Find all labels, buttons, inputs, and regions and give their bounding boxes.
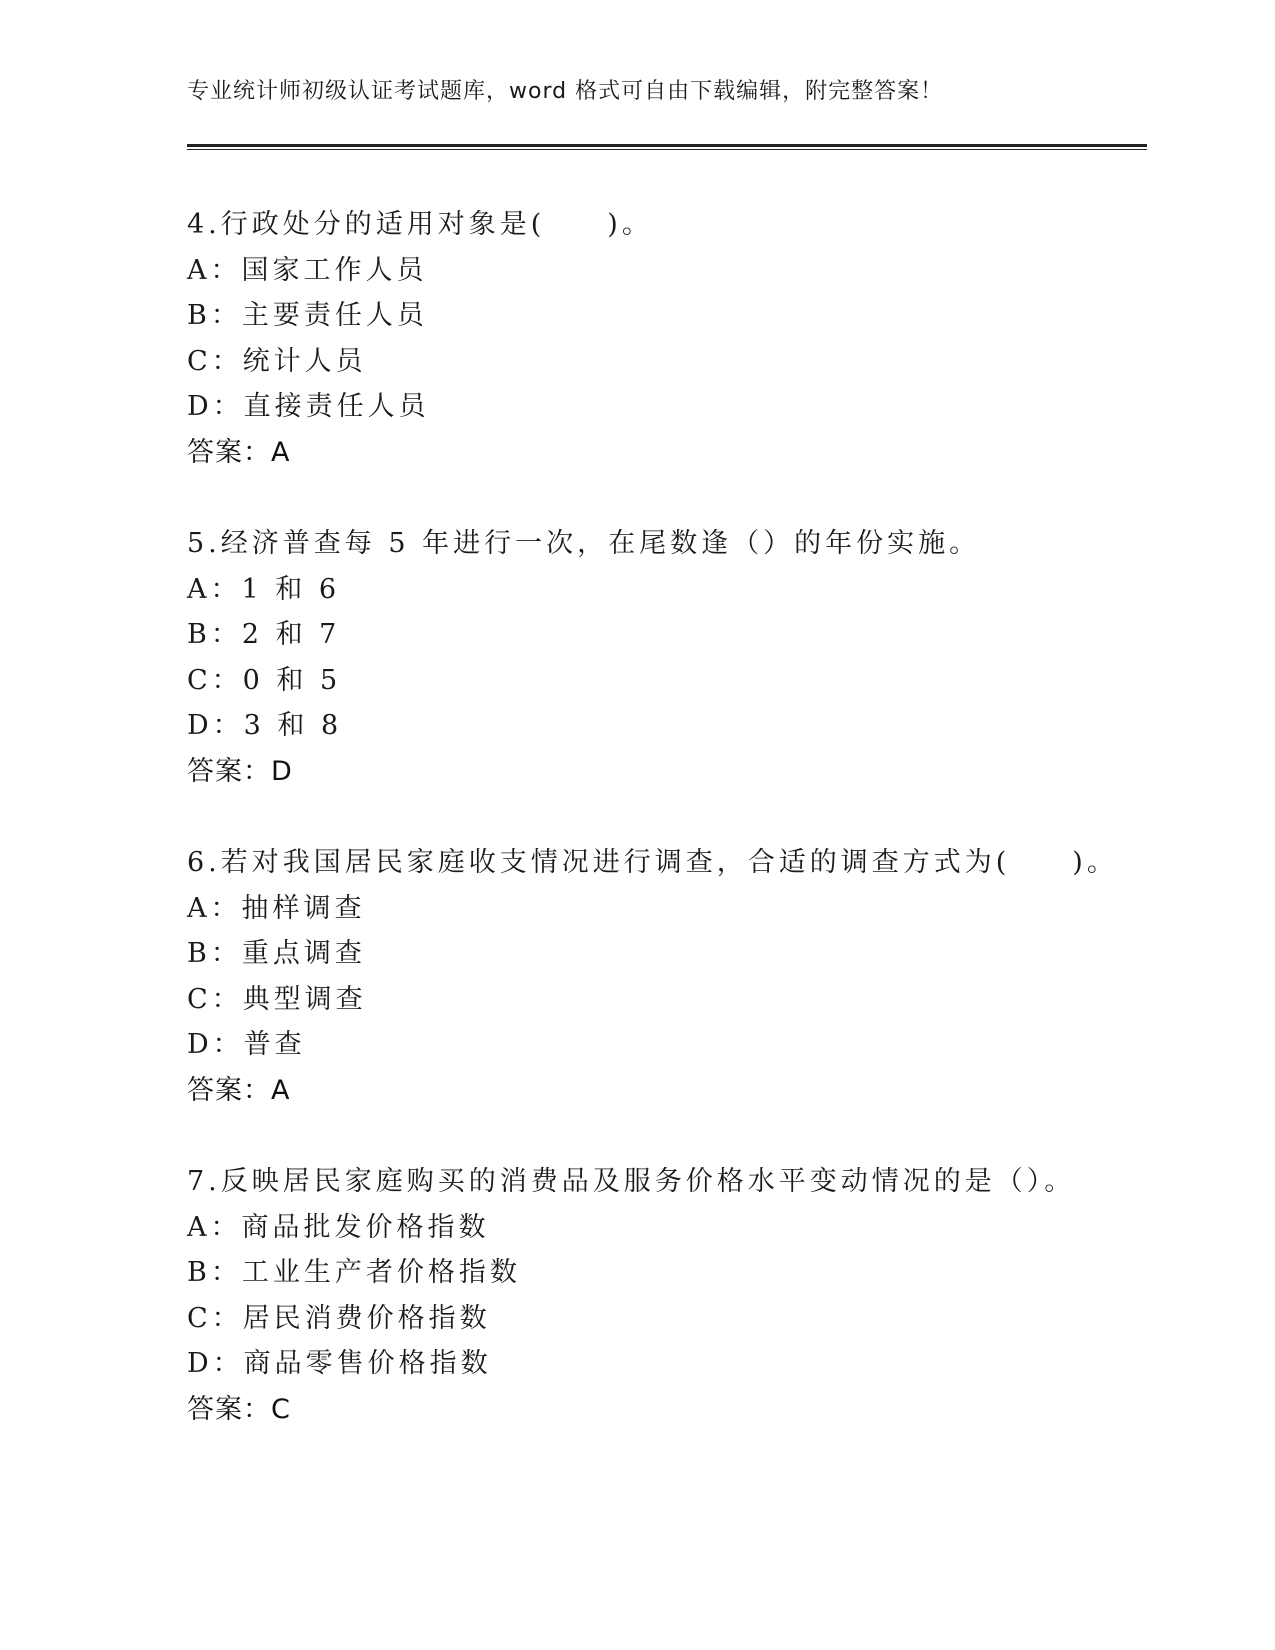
option-c: C：居民消费价格指数 bbox=[187, 1302, 491, 1334]
question-6 bbox=[187, 840, 1167, 1113]
option-a: A：1 和 6 bbox=[187, 573, 341, 605]
answer-line: 答案：A bbox=[187, 1074, 291, 1106]
option-d: D：普查 bbox=[187, 1029, 306, 1060]
option-b: B：主要责任人员 bbox=[187, 300, 428, 331]
question-5 bbox=[187, 521, 1167, 794]
question-stem: 7.反映居民家庭购买的消费品及服务价格水平变动情况的是（）。 bbox=[187, 1166, 1076, 1197]
answer-line: 答案：D bbox=[187, 755, 293, 787]
option-c: C：0 和 5 bbox=[187, 664, 342, 696]
question-stem: 5.经济普查每 5 年进行一次，在尾数逢（）的年份实施。 bbox=[187, 528, 981, 559]
question-7 bbox=[187, 1159, 1167, 1432]
option-c: C：典型调查 bbox=[187, 983, 367, 1015]
option-b: B：重点调查 bbox=[187, 938, 366, 969]
question-4 bbox=[187, 202, 1167, 475]
option-b: B：2 和 7 bbox=[187, 619, 341, 650]
answer-line: 答案：A bbox=[187, 436, 291, 468]
option-d: D：直接责任人员 bbox=[187, 391, 430, 422]
option-b: B：工业生产者价格指数 bbox=[187, 1257, 521, 1288]
option-a: A：国家工作人员 bbox=[187, 254, 428, 286]
option-d: D：3 和 8 bbox=[187, 710, 343, 741]
option-a: A：抽样调查 bbox=[187, 892, 366, 924]
question-stem: 6.若对我国居民家庭收支情况进行调查，合适的调查方式为( )。 bbox=[187, 847, 1118, 878]
page-header: 专业统计师初级认证考试题库，word 格式可自由下载编辑，附完整答案！ bbox=[187, 79, 944, 104]
header-divider bbox=[187, 144, 1147, 150]
option-d: D：商品零售价格指数 bbox=[187, 1348, 492, 1379]
option-c: C：统计人员 bbox=[187, 345, 367, 377]
question-stem: 4.行政处分的适用对象是( )。 bbox=[187, 209, 653, 240]
answer-line: 答案：C bbox=[187, 1393, 291, 1425]
option-a: A：商品批发价格指数 bbox=[187, 1211, 490, 1243]
